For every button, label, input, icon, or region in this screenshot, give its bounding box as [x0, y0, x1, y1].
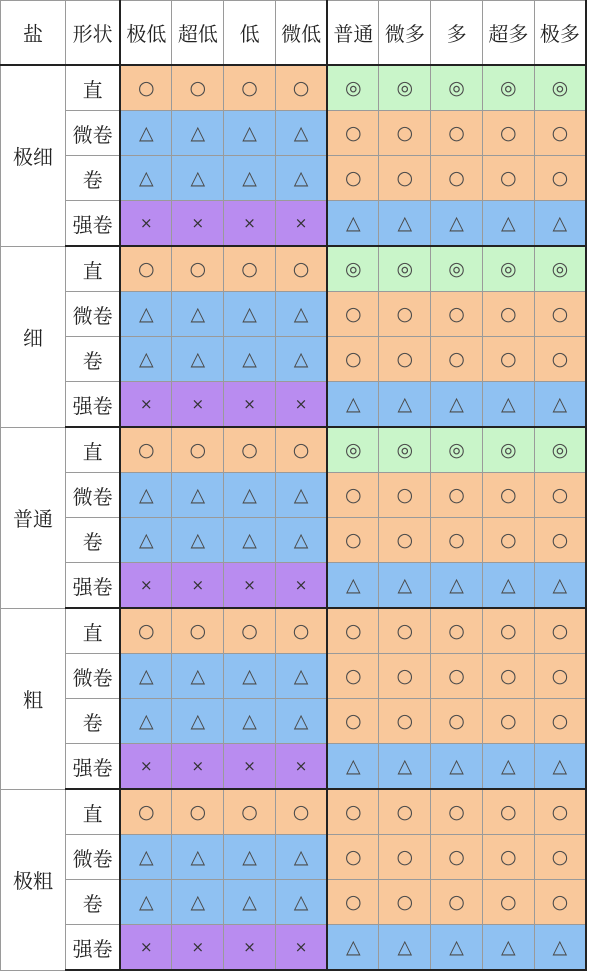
- rating-cell: ○: [172, 65, 224, 111]
- rating-cell: ◎: [379, 246, 431, 292]
- rating-cell: ×: [224, 744, 276, 790]
- table-row: [1, 111, 587, 156]
- header-cell-level: 极多: [534, 1, 586, 66]
- shape-label: 强卷: [65, 382, 120, 428]
- rating-cell: ◎: [431, 65, 483, 111]
- rating-cell: ○: [482, 699, 534, 744]
- salt-size-label: 粗: [1, 608, 66, 789]
- rating-cell: △: [327, 382, 379, 428]
- rating-cell: ○: [327, 880, 379, 925]
- header-cell-salt: 盐: [1, 1, 66, 66]
- rating-cell: ◎: [379, 65, 431, 111]
- rating-cell: △: [431, 382, 483, 428]
- shape-label: 微卷: [65, 111, 120, 156]
- shape-label: 强卷: [65, 925, 120, 971]
- rating-cell: ×: [224, 201, 276, 247]
- shape-label: 微卷: [65, 292, 120, 337]
- rating-cell: ×: [224, 382, 276, 428]
- table-row: [1, 246, 587, 292]
- rating-cell: ○: [379, 608, 431, 654]
- shape-label: 直: [65, 608, 120, 654]
- rating-cell: ○: [379, 654, 431, 699]
- rating-cell: ○: [482, 835, 534, 880]
- rating-cell: △: [120, 699, 172, 744]
- rating-cell: ×: [275, 382, 327, 428]
- rating-cell: △: [431, 925, 483, 971]
- rating-cell: ◎: [534, 246, 586, 292]
- table-row: [1, 789, 587, 835]
- rating-cell: ○: [120, 608, 172, 654]
- rating-cell: △: [120, 880, 172, 925]
- shape-label: 强卷: [65, 744, 120, 790]
- rating-cell: ○: [379, 337, 431, 382]
- rating-cell: △: [379, 744, 431, 790]
- rating-cell: ◎: [482, 65, 534, 111]
- rating-cell: ○: [482, 156, 534, 201]
- rating-cell: △: [224, 699, 276, 744]
- rating-cell: ×: [120, 201, 172, 247]
- rating-cell: △: [534, 563, 586, 609]
- rating-cell: △: [224, 337, 276, 382]
- rating-cell: ◎: [534, 427, 586, 473]
- rating-cell: ○: [534, 518, 586, 563]
- rating-cell: △: [327, 201, 379, 247]
- rating-cell: △: [534, 201, 586, 247]
- rating-cell: ○: [431, 880, 483, 925]
- rating-cell: ×: [172, 382, 224, 428]
- rating-cell: △: [172, 654, 224, 699]
- rating-cell: ○: [172, 246, 224, 292]
- rating-cell: △: [172, 292, 224, 337]
- rating-cell: ×: [172, 925, 224, 971]
- shape-label: 微卷: [65, 473, 120, 518]
- rating-cell: △: [327, 744, 379, 790]
- rating-cell: ○: [379, 473, 431, 518]
- table-row: [1, 427, 587, 473]
- rating-cell: △: [275, 699, 327, 744]
- rating-cell: ○: [431, 518, 483, 563]
- rating-cell: ○: [534, 654, 586, 699]
- rating-cell: ○: [172, 789, 224, 835]
- header-cell-level: 微低: [275, 1, 327, 66]
- rating-cell: ×: [172, 744, 224, 790]
- rating-cell: ◎: [534, 65, 586, 111]
- salt-size-label: 极粗: [1, 789, 66, 970]
- rating-cell: ○: [327, 654, 379, 699]
- rating-cell: ◎: [431, 246, 483, 292]
- shape-label: 强卷: [65, 563, 120, 609]
- grid-body: [1, 1, 587, 971]
- rating-cell: △: [224, 156, 276, 201]
- table-row: [1, 608, 587, 654]
- table-row: [1, 835, 587, 880]
- rating-cell: ○: [327, 518, 379, 563]
- table-row: [1, 880, 587, 925]
- rating-cell: △: [275, 835, 327, 880]
- rating-cell: ◎: [327, 427, 379, 473]
- rating-cell: ○: [482, 292, 534, 337]
- rating-cell: △: [379, 382, 431, 428]
- rating-cell: ◎: [482, 246, 534, 292]
- rating-cell: △: [120, 292, 172, 337]
- shape-label: 强卷: [65, 201, 120, 247]
- rating-cell: ○: [327, 111, 379, 156]
- rating-cell: △: [172, 111, 224, 156]
- rating-cell: ○: [172, 427, 224, 473]
- rating-cell: ○: [379, 292, 431, 337]
- table-row: [1, 518, 587, 563]
- rating-cell: △: [172, 337, 224, 382]
- table-row: [1, 65, 587, 111]
- rating-cell: ×: [172, 563, 224, 609]
- rating-cell: ○: [120, 246, 172, 292]
- rating-cell: △: [482, 201, 534, 247]
- rating-cell: △: [224, 518, 276, 563]
- header-cell-level: 极低: [120, 1, 172, 66]
- rating-cell: ×: [120, 925, 172, 971]
- rating-cell: △: [275, 292, 327, 337]
- rating-cell: ○: [534, 111, 586, 156]
- rating-cell: ◎: [327, 246, 379, 292]
- rating-cell: △: [275, 880, 327, 925]
- rating-cell: △: [172, 835, 224, 880]
- header-cell-level: 普通: [327, 1, 379, 66]
- rating-cell: ○: [482, 337, 534, 382]
- header-cell-level: 微多: [379, 1, 431, 66]
- rating-cell: ○: [224, 608, 276, 654]
- rating-cell: △: [379, 563, 431, 609]
- rating-cell: ○: [379, 789, 431, 835]
- rating-cell: △: [275, 473, 327, 518]
- shape-label: 卷: [65, 699, 120, 744]
- rating-cell: ○: [534, 473, 586, 518]
- rating-cell: ○: [275, 246, 327, 292]
- rating-cell: △: [482, 925, 534, 971]
- table-row: [1, 563, 587, 609]
- rating-cell: △: [482, 563, 534, 609]
- rating-cell: ○: [224, 246, 276, 292]
- header-cell-shape: 形状: [65, 1, 120, 66]
- rating-cell: ×: [120, 744, 172, 790]
- rating-cell: △: [534, 382, 586, 428]
- rating-cell: △: [224, 654, 276, 699]
- salt-size-label: 普通: [1, 427, 66, 608]
- rating-cell: ○: [482, 518, 534, 563]
- rating-cell: △: [534, 744, 586, 790]
- rating-cell: ○: [431, 156, 483, 201]
- rating-cell: ○: [534, 699, 586, 744]
- rating-cell: ○: [431, 473, 483, 518]
- rating-cell: ○: [327, 789, 379, 835]
- rating-cell: ○: [482, 789, 534, 835]
- rating-cell: ○: [431, 835, 483, 880]
- rating-cell: △: [224, 292, 276, 337]
- rating-cell: ×: [172, 201, 224, 247]
- rating-cell: ○: [534, 789, 586, 835]
- rating-cell: ○: [327, 608, 379, 654]
- table-row: [1, 473, 587, 518]
- rating-cell: △: [120, 518, 172, 563]
- rating-cell: △: [120, 473, 172, 518]
- rating-cell: ×: [224, 925, 276, 971]
- shape-label: 卷: [65, 518, 120, 563]
- rating-cell: ○: [120, 427, 172, 473]
- rating-cell: △: [172, 156, 224, 201]
- rating-cell: ○: [534, 337, 586, 382]
- rating-cell: ○: [431, 292, 483, 337]
- rating-cell: △: [379, 925, 431, 971]
- rating-cell: ○: [379, 518, 431, 563]
- rating-cell: △: [275, 156, 327, 201]
- shape-label: 直: [65, 789, 120, 835]
- rating-cell: △: [224, 111, 276, 156]
- rating-cell: △: [275, 337, 327, 382]
- rating-cell: ○: [327, 156, 379, 201]
- rating-cell: ○: [482, 654, 534, 699]
- rating-cell: ×: [275, 925, 327, 971]
- shape-label: 卷: [65, 337, 120, 382]
- table-row: [1, 699, 587, 744]
- rating-cell: △: [482, 744, 534, 790]
- rating-cell: △: [224, 473, 276, 518]
- header-cell-level: 超低: [172, 1, 224, 66]
- rating-cell: ○: [275, 65, 327, 111]
- header-cell-level: 超多: [482, 1, 534, 66]
- header-cell-level: 多: [431, 1, 483, 66]
- rating-cell: △: [172, 473, 224, 518]
- rating-cell: △: [379, 201, 431, 247]
- table-row: [1, 382, 587, 428]
- rating-cell: ○: [120, 65, 172, 111]
- rating-cell: △: [224, 835, 276, 880]
- rating-cell: ○: [534, 608, 586, 654]
- rating-cell: ○: [379, 111, 431, 156]
- salt-size-label: 极细: [1, 65, 66, 246]
- rating-cell: △: [224, 880, 276, 925]
- table-row: [1, 654, 587, 699]
- header-row: [1, 1, 587, 66]
- rating-cell: ×: [224, 563, 276, 609]
- table-row: [1, 925, 587, 971]
- rating-cell: ◎: [431, 427, 483, 473]
- rating-cell: ○: [275, 427, 327, 473]
- rating-cell: ○: [431, 111, 483, 156]
- table-row: [1, 292, 587, 337]
- rating-cell: ○: [431, 337, 483, 382]
- rating-cell: ○: [379, 156, 431, 201]
- rating-cell: ○: [224, 789, 276, 835]
- rating-cell: ○: [431, 654, 483, 699]
- rating-cell: ○: [120, 789, 172, 835]
- rating-cell: ◎: [482, 427, 534, 473]
- salt-size-label: 细: [1, 246, 66, 427]
- rating-cell: ○: [482, 111, 534, 156]
- rating-cell: ○: [327, 835, 379, 880]
- rating-cell: ◎: [327, 65, 379, 111]
- rating-cell: △: [120, 835, 172, 880]
- rating-cell: △: [534, 925, 586, 971]
- rating-cell: △: [431, 744, 483, 790]
- rating-cell: ○: [379, 880, 431, 925]
- rating-cell: ○: [327, 473, 379, 518]
- shape-label: 卷: [65, 156, 120, 201]
- rating-cell: ○: [431, 699, 483, 744]
- shape-label: 卷: [65, 880, 120, 925]
- shape-label: 直: [65, 427, 120, 473]
- rating-cell: △: [327, 563, 379, 609]
- rating-cell: ○: [172, 608, 224, 654]
- table-row: [1, 337, 587, 382]
- rating-cell: △: [275, 111, 327, 156]
- rating-cell: △: [172, 699, 224, 744]
- rating-cell: ◎: [379, 427, 431, 473]
- table-row: [1, 156, 587, 201]
- rating-cell: △: [275, 518, 327, 563]
- rating-cell: △: [275, 654, 327, 699]
- rating-cell: ×: [275, 563, 327, 609]
- rating-cell: △: [431, 201, 483, 247]
- shape-label: 直: [65, 246, 120, 292]
- rating-cell: ○: [431, 789, 483, 835]
- rating-cell: ○: [431, 608, 483, 654]
- rating-cell: ○: [327, 699, 379, 744]
- rating-cell: △: [120, 156, 172, 201]
- rating-cell: ○: [534, 880, 586, 925]
- rating-cell: ○: [224, 65, 276, 111]
- rating-cell: △: [172, 880, 224, 925]
- rating-cell: ○: [275, 608, 327, 654]
- rating-cell: ×: [275, 201, 327, 247]
- shape-label: 直: [65, 65, 120, 111]
- rating-cell: ○: [482, 608, 534, 654]
- table-row: [1, 201, 587, 247]
- rating-cell: △: [120, 337, 172, 382]
- rating-cell: ○: [534, 835, 586, 880]
- rating-cell: ○: [224, 427, 276, 473]
- rating-cell: ×: [275, 744, 327, 790]
- rating-cell: ○: [275, 789, 327, 835]
- rating-cell: △: [431, 563, 483, 609]
- rating-cell: ○: [534, 292, 586, 337]
- rating-cell: ○: [379, 699, 431, 744]
- rating-cell: ○: [534, 156, 586, 201]
- shape-label: 微卷: [65, 835, 120, 880]
- rating-cell: △: [120, 654, 172, 699]
- rating-cell: ○: [482, 880, 534, 925]
- rating-cell: △: [327, 925, 379, 971]
- header-cell-level: 低: [224, 1, 276, 66]
- rating-cell: ○: [327, 292, 379, 337]
- rating-cell: ○: [327, 337, 379, 382]
- rating-cell: ×: [120, 563, 172, 609]
- rating-cell: ○: [482, 473, 534, 518]
- shape-label: 微卷: [65, 654, 120, 699]
- rating-cell: ○: [379, 835, 431, 880]
- rating-cell: △: [482, 382, 534, 428]
- rating-cell: △: [120, 111, 172, 156]
- table-row: [1, 744, 587, 790]
- rating-cell: △: [172, 518, 224, 563]
- rating-cell: ×: [120, 382, 172, 428]
